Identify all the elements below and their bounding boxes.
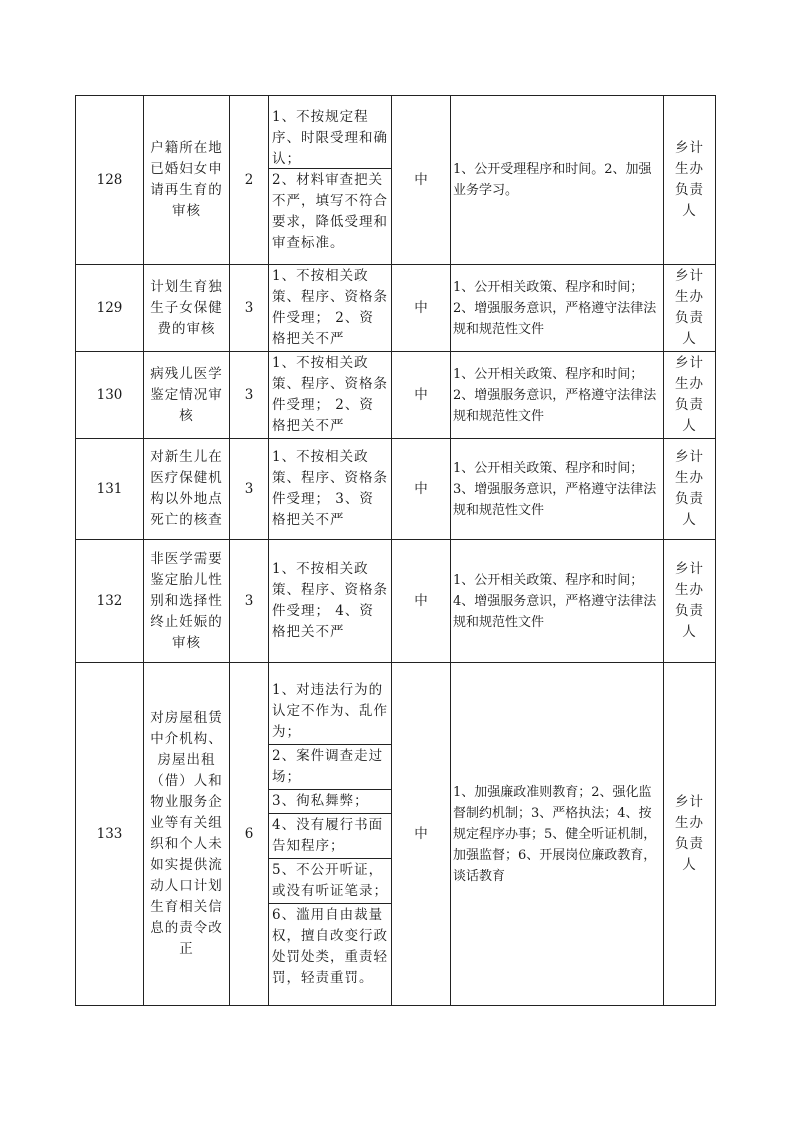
- risk-score: 3: [230, 265, 269, 352]
- item-name: 病残儿医学鉴定情况审核: [144, 352, 230, 439]
- risk-level: 中: [392, 439, 451, 540]
- risk-point: 1、对违法行为的认定不作为、乱作为；: [272, 681, 388, 740]
- risk-table: [75, 95, 716, 1006]
- risk-points: [269, 265, 392, 352]
- risk-point: 1、不按相关政策、程序、资格条件受理； 4、资格把关不严: [272, 561, 388, 640]
- risk-point: 1、不按规定程序、时限受理和确认；: [272, 108, 388, 167]
- table-row: [76, 265, 716, 352]
- table-row: [76, 663, 716, 1006]
- row-number: 128: [76, 96, 144, 265]
- table-row: [76, 439, 716, 540]
- risk-level: 中: [392, 96, 451, 265]
- prevention-measures: 1、公开相关政策、程序和时间；4、增强服务意识，严格遵守法律法规和规范性文件: [451, 540, 664, 663]
- risk-score: 3: [230, 352, 269, 439]
- risk-point: 4、没有履行书面告知程序；: [269, 813, 391, 858]
- risk-point: 6、滥用自由裁量权，擅自改变行政处罚处类，重责轻罚，轻责重罚。: [269, 903, 391, 990]
- responsible-person: 乡计生办负责人: [664, 96, 716, 265]
- item-name: 非医学需要鉴定胎儿性别和选择性终止妊娠的审核: [144, 540, 230, 663]
- responsible-person: 乡计生办负责人: [664, 439, 716, 540]
- prevention-measures: 1、公开相关政策、程序和时间；2、增强服务意识，严格遵守法律法规和规范性文件: [451, 352, 664, 439]
- item-name: 对房屋租赁中介机构、房屋出租（借）人和物业服务企业等有关组织和个人未如实提供流动人口计划生育相关信息的责令改正: [144, 663, 230, 1006]
- item-name: 计划生育独生子女保健费的审核: [144, 265, 230, 352]
- risk-points: [269, 663, 392, 1006]
- risk-point: 2、案件调查走过场；: [269, 744, 391, 789]
- prevention-measures: 1、加强廉政准则教育；2、强化监督制约机制；3、严格执法；4、按规定程序办事；5、健全听证机制，加强监督；6、开展岗位廉政教育，谈话教育: [451, 663, 664, 1006]
- risk-score: 3: [230, 439, 269, 540]
- risk-points: [269, 96, 392, 265]
- risk-score: 3: [230, 540, 269, 663]
- row-number: 130: [76, 352, 144, 439]
- item-name: 对新生儿在医疗保健机构以外地点死亡的核查: [144, 439, 230, 540]
- row-number: 129: [76, 265, 144, 352]
- risk-point: 1、不按相关政策、程序、资格条件受理； 2、资格把关不严: [272, 355, 388, 434]
- responsible-person: 乡计生办负责人: [664, 540, 716, 663]
- risk-point: 1、不按相关政策、程序、资格条件受理； 2、资格把关不严: [272, 268, 388, 347]
- risk-score: 2: [230, 96, 269, 265]
- risk-level: 中: [392, 663, 451, 1006]
- risk-point: 5、不公开听证，或没有听证笔录；: [269, 858, 391, 903]
- risk-point: 1、不按相关政策、程序、资格条件受理； 3、资格把关不严: [272, 449, 388, 528]
- risk-points: [269, 439, 392, 540]
- risk-points: [269, 352, 392, 439]
- row-number: 131: [76, 439, 144, 540]
- row-number: 133: [76, 663, 144, 1006]
- prevention-measures: 1、公开相关政策、程序和时间；3、增强服务意识，严格遵守法律法规和规范性文件: [451, 439, 664, 540]
- table-row: [76, 96, 716, 265]
- item-name: 户籍所在地已婚妇女申请再生育的审核: [144, 96, 230, 265]
- risk-level: 中: [392, 265, 451, 352]
- responsible-person: 乡计生办负责人: [664, 352, 716, 439]
- table-row: [76, 352, 716, 439]
- responsible-person: 乡计生办负责人: [664, 663, 716, 1006]
- risk-score: 6: [230, 663, 269, 1006]
- risk-points: [269, 540, 392, 663]
- risk-level: 中: [392, 540, 451, 663]
- responsible-person: 乡计生办负责人: [664, 265, 716, 352]
- row-number: 132: [76, 540, 144, 663]
- risk-level: 中: [392, 352, 451, 439]
- risk-point: 3、徇私舞弊；: [269, 789, 391, 813]
- risk-point: 2、材料审查把关不严，填写不符合要求，降低受理和审查标准。: [269, 168, 391, 255]
- prevention-measures: 1、公开受理程序和时间。2、加强业务学习。: [451, 96, 664, 265]
- table-row: [76, 540, 716, 663]
- prevention-measures: 1、公开相关政策、程序和时间；2、增强服务意识，严格遵守法律法规和规范性文件: [451, 265, 664, 352]
